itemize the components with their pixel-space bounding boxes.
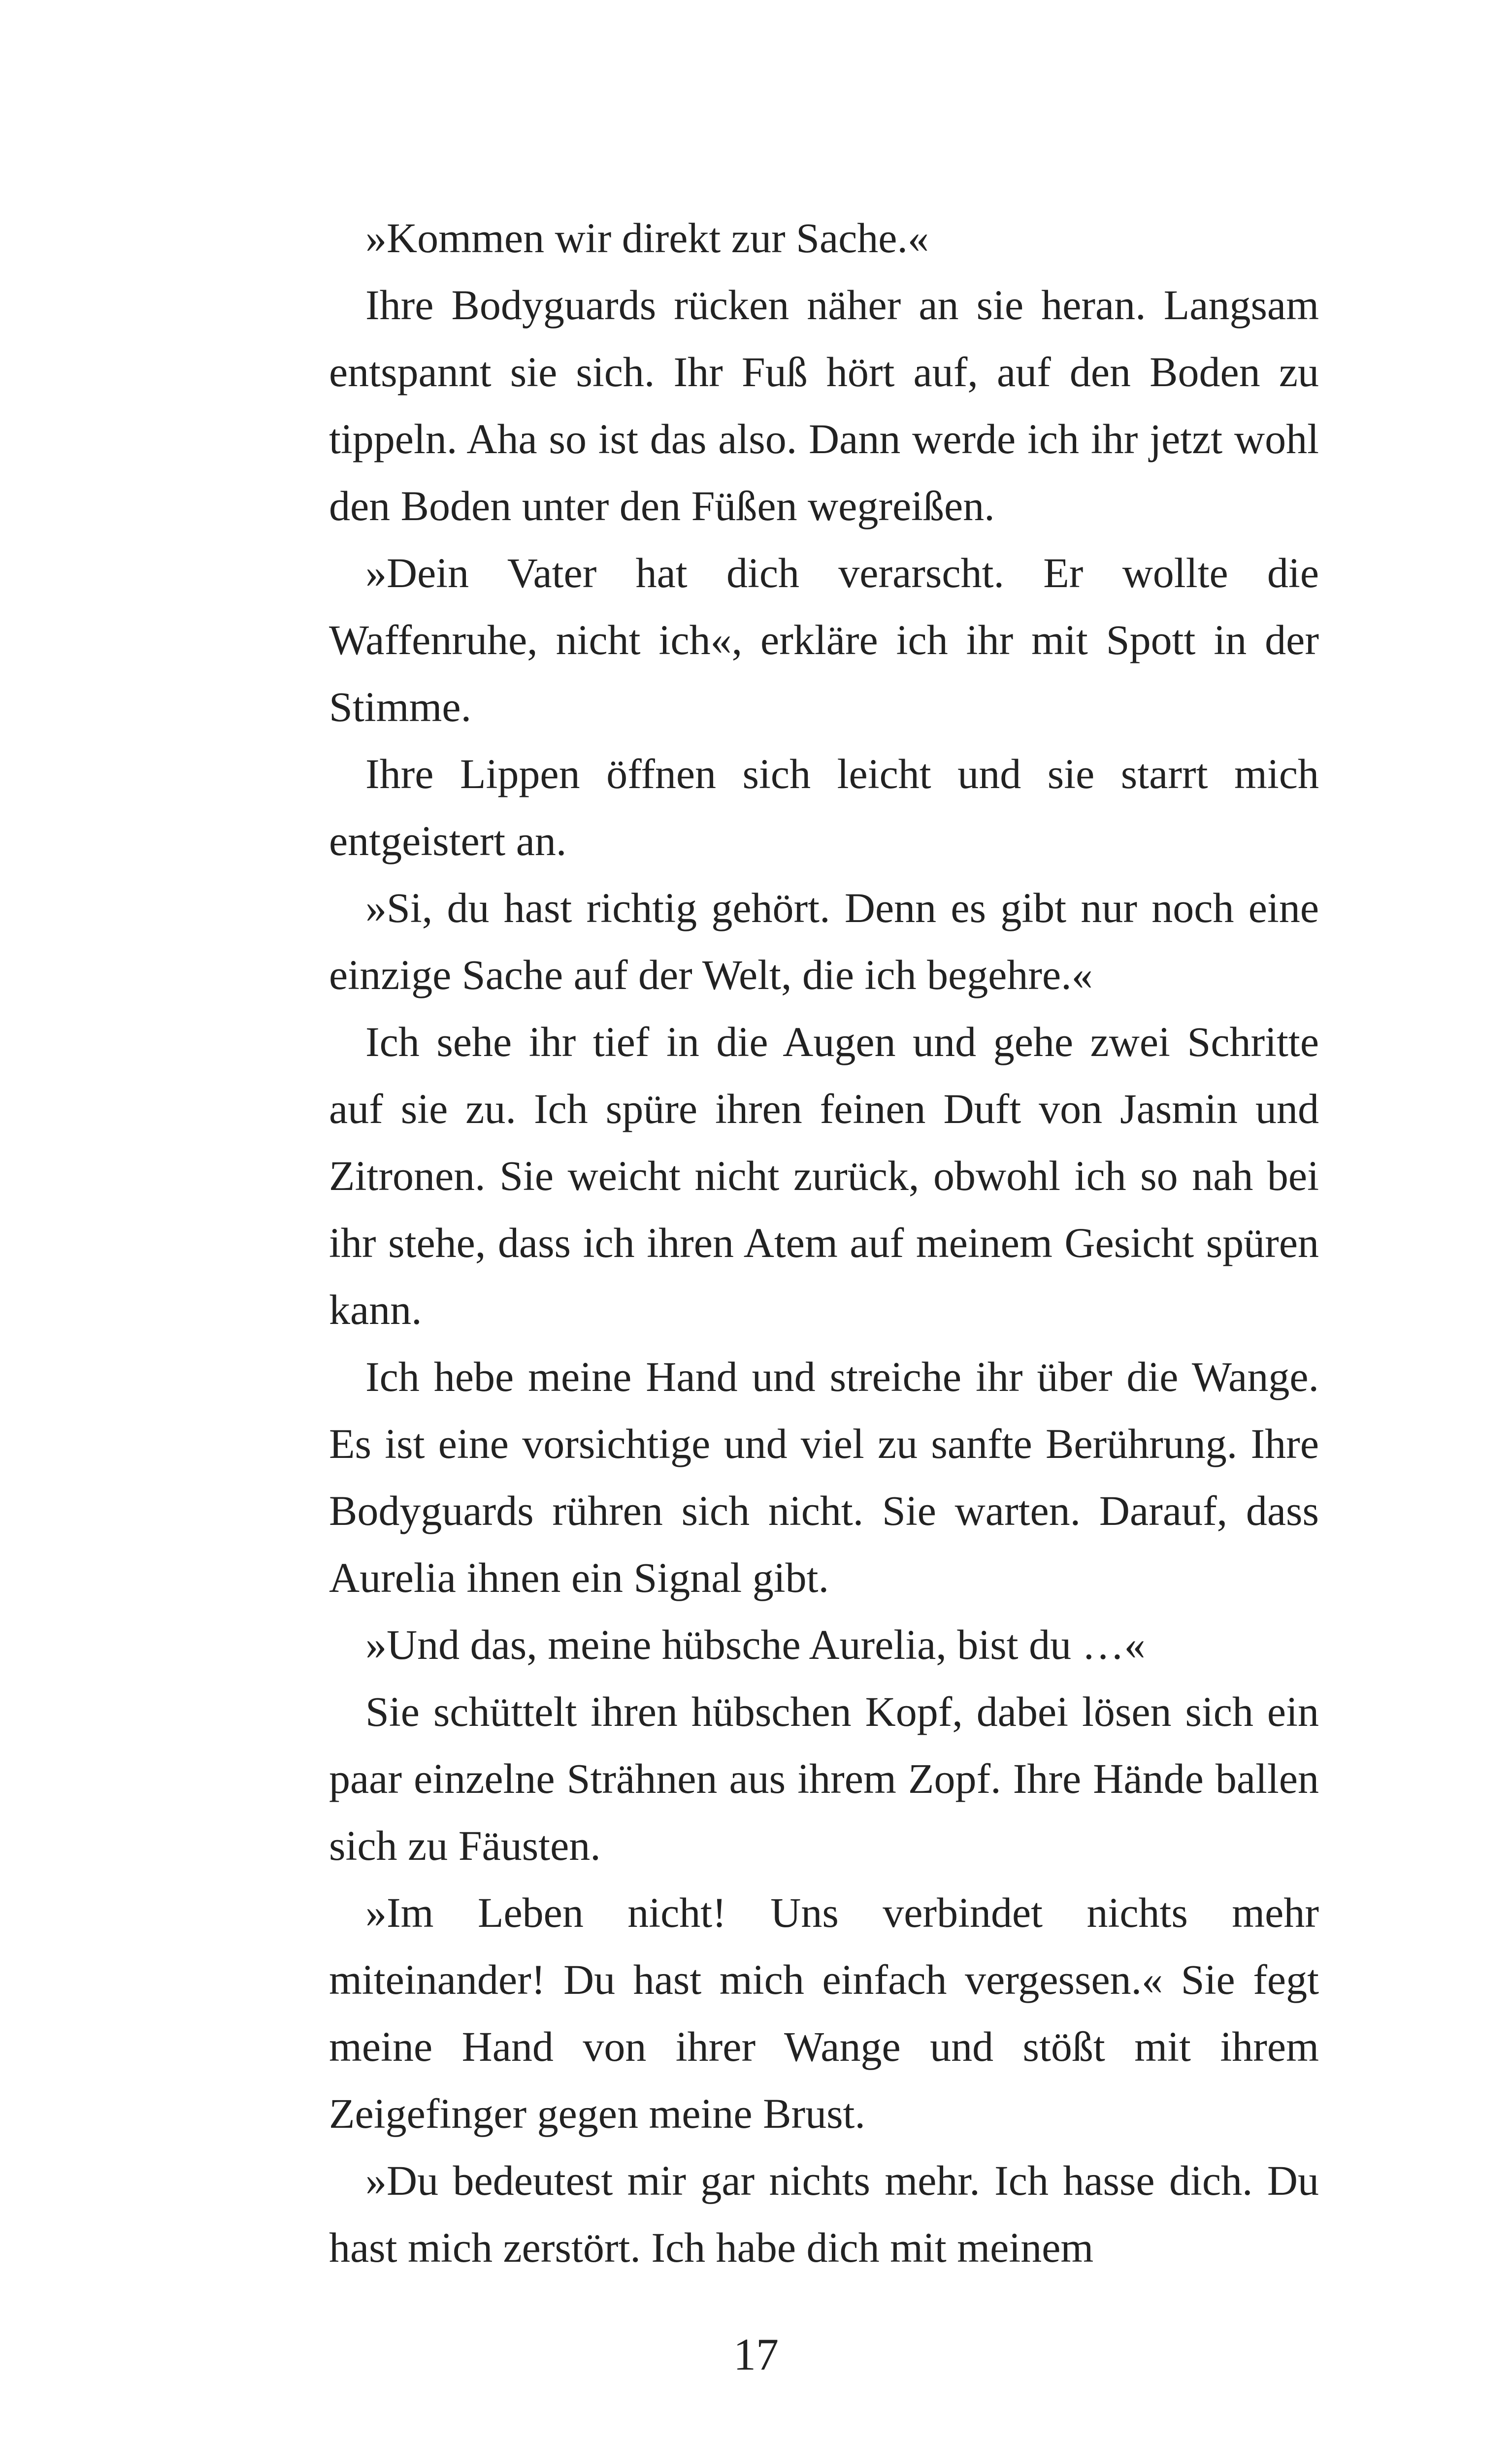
body-text — [329, 204, 1319, 2281]
paragraph: »Si, du hast richtig gehört. Denn es gibt nur noch eine einzige Sache auf der Welt, die ich begehre.« — [329, 884, 1319, 998]
page-number: 17 — [733, 2329, 779, 2379]
paragraph: Ihre Bodyguards rücken näher an sie heran. Langsam entspannt sie sich. Ihr Fuß hört auf, auf den Boden zu tippeln. Aha so ist das also. Dann werde ich ihr jetzt wohl den Boden unter den Füßen wegreißen. — [329, 281, 1319, 529]
paragraph: Ich hebe meine Hand und streiche ihr über die Wange. Es ist eine vorsichtige und viel zu sanfte Berührung. Ihre Bodyguards rühren sich nicht. Sie warten. Darauf, dass Aurelia ihnen ein Signal gibt. — [329, 1353, 1319, 1601]
paragraph: »Im Leben nicht! Uns verbindet nichts mehr miteinander! Du hast mich einfach vergessen.« Sie fegt meine Hand von ihrer Wange und stößt mit ihrem Zeigefinger gegen meine Brust. — [329, 1889, 1319, 2137]
paragraph: Ich sehe ihr tief in die Augen und gehe zwei Schritte auf sie zu. Ich spüre ihren feinen Duft von Jasmin und Zitronen. Sie weicht nicht zurück, obwohl ich so nah bei ihr stehe, dass ich ihren Atem auf meinem Gesicht spüren kann. — [329, 1018, 1319, 1333]
paragraph: »Und das, meine hübsche Aurelia, bist du …« — [365, 1621, 1146, 1668]
paragraph: Ihre Lippen öffnen sich leicht und sie starrt mich entgeistert an. — [329, 750, 1319, 864]
paragraph: Sie schüttelt ihren hübschen Kopf, dabei lösen sich ein paar einzelne Strähnen aus ihrem Zopf. Ihre Hände ballen sich zu Fäusten. — [329, 1688, 1319, 1869]
paragraph-continued: »Du bedeutest mir gar nichts mehr. Ich hasse dich. Du hast mich zerstört. Ich habe dich mit meinem — [329, 2157, 1319, 2271]
paragraph: »Kommen wir direkt zur Sache.« — [365, 214, 929, 262]
paragraph: »Dein Vater hat dich verarscht. Er wollte die Waffenruhe, nicht ich«, erkläre ich ihr mit Spott in der Stimme. — [329, 549, 1319, 730]
